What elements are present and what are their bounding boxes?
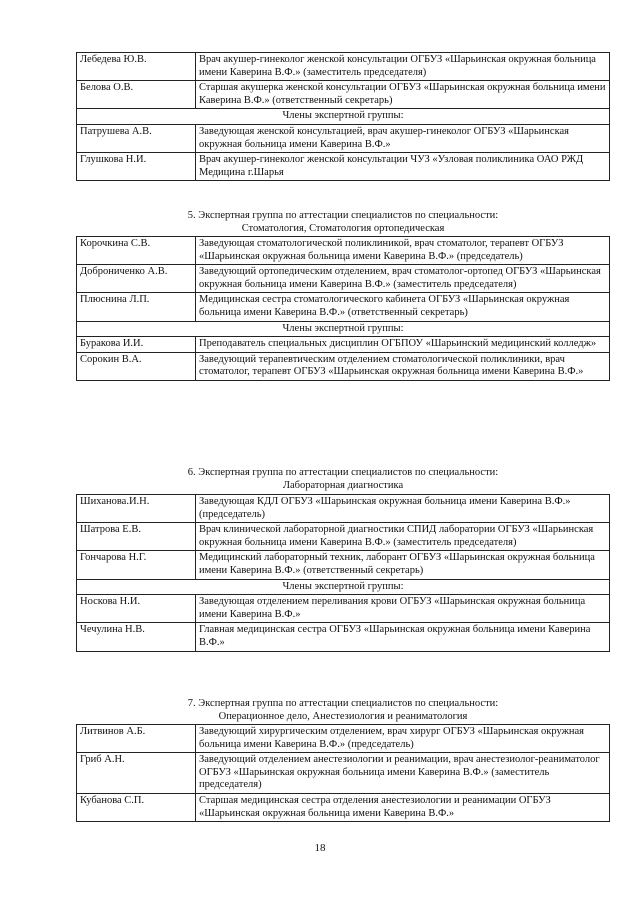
table-row <box>77 337 610 353</box>
table-row <box>77 53 610 81</box>
members-heading: Члены экспертной группы: <box>77 579 610 595</box>
members-heading: Члены экспертной группы: <box>77 321 610 337</box>
member-position: Врач клинической лабораторной диагностики СПИД лаборатории ОГБУЗ «Шарьинская окружная больница имени Каверина В.Ф.» (заместитель председателя) <box>196 523 610 551</box>
section-title-line: 6. Экспертная группа по аттестации специалистов по специальности: <box>187 467 499 478</box>
member-name: Шатрова Е.В. <box>77 523 196 551</box>
table-row <box>77 793 610 821</box>
member-position: Медицинский лабораторный техник, лаборант ОГБУЗ «Шарьинская окружная больница имени Каверина В.Ф.» (ответственный секретарь) <box>196 551 610 579</box>
member-name: Плюснина Л.П. <box>77 293 196 321</box>
member-name: Белова О.В. <box>77 81 196 109</box>
members-heading: Члены экспертной группы: <box>77 109 610 125</box>
table-row <box>77 81 610 109</box>
member-name: Шиханова.И.Н. <box>77 495 196 523</box>
section-7-title <box>76 698 610 723</box>
member-position: Медицинская сестра стоматологического кабинета ОГБУЗ «Шарьинская окружная больница имени Каверина В.Ф.» (ответственный секретарь) <box>196 293 610 321</box>
member-name: Буракова И.И. <box>77 337 196 353</box>
member-position: Главная медицинская сестра ОГБУЗ «Шарьинская окружная больница имени Каверина В.Ф.» <box>196 623 610 651</box>
section-title-specialty: Лабораторная диагностика <box>282 479 404 491</box>
table-row <box>77 753 610 794</box>
member-position: Врач акушер-гинеколог женской консультации ОГБУЗ «Шарьинская окружная больница имени Каверина В.Ф.» (заместитель председателя) <box>196 53 610 81</box>
member-name: Корочкина С.В. <box>77 237 196 265</box>
section-6-title <box>76 467 610 492</box>
member-name: Сорокин В.А. <box>77 352 196 380</box>
section-title-line: 7. Экспертная группа по аттестации специалистов по специальности: <box>187 698 499 709</box>
section-title-line: 5. Экспертная группа по аттестации специалистов по специальности: <box>187 210 499 221</box>
section-7-table <box>76 724 610 822</box>
member-name: Носкова Н.И. <box>77 595 196 623</box>
table-row <box>77 579 610 595</box>
section-6-table-block <box>76 494 610 652</box>
member-position: Врач акушер-гинеколог женской консультации ЧУЗ «Узловая поликлиника ОАО РЖД Медицина г.Шарья <box>196 153 610 181</box>
section-5-title <box>76 210 610 235</box>
table-row <box>77 237 610 265</box>
member-position: Заведующий отделением анестезиологии и реанимации, врач анестезиолог-реаниматолог ОГБУЗ «Шарьинская окружная больница имени Каверина В.Ф.» (заместитель председателя) <box>196 753 610 794</box>
section-5-table-block <box>76 236 610 381</box>
page-number: 18 <box>314 842 326 854</box>
member-name: Патрушева А.В. <box>77 124 196 152</box>
section-title-specialty: Операционное дело, Анестезиология и реаниматология <box>218 710 468 722</box>
section-4-table-block <box>76 52 610 181</box>
table-row <box>77 495 610 523</box>
member-position: Старшая акушерка женской консультации ОГБУЗ «Шарьинская окружная больница имени Каверина В.Ф.» (ответственный секретарь) <box>196 81 610 109</box>
member-name: Гриб А.Н. <box>77 753 196 794</box>
member-name: Доброниченко А.В. <box>77 265 196 293</box>
table-row <box>77 551 610 579</box>
section-4-table <box>76 52 610 181</box>
member-name: Гончарова Н.Г. <box>77 551 196 579</box>
member-name: Литвинов А.Б. <box>77 725 196 753</box>
table-row <box>77 352 610 380</box>
member-name: Лебедева Ю.В. <box>77 53 196 81</box>
member-name: Чечулина Н.В. <box>77 623 196 651</box>
member-name: Кубанова С.П. <box>77 793 196 821</box>
table-row <box>77 595 610 623</box>
table-row <box>77 109 610 125</box>
member-position: Заведующий хирургическим отделением, врач хирург ОГБУЗ «Шарьинская окружная больница имени Каверина В.Ф.» (председатель) <box>196 725 610 753</box>
member-position: Старшая медицинская сестра отделения анестезиологии и реанимации ОГБУЗ «Шарьинская окружная больница имени Каверина В.Ф.» <box>196 793 610 821</box>
table-row <box>77 293 610 321</box>
section-5-table <box>76 236 610 381</box>
member-position: Заведующий терапевтическим отделением стоматологической поликлиники, врач стоматолог, терапевт ОГБУЗ «Шарьинская окружная больница имени Каверина В.Ф.» <box>196 352 610 380</box>
member-position: Заведующая отделением переливания крови ОГБУЗ «Шарьинская окружная больница имени Каверина В.Ф.» <box>196 595 610 623</box>
section-6-table <box>76 494 610 652</box>
table-row <box>77 124 610 152</box>
member-position: Заведующая стоматологической поликлиникой, врач стоматолог, терапевт ОГБУЗ «Шарьинская окружная больница имени Каверина В.Ф.» (председатель) <box>196 237 610 265</box>
table-row <box>77 623 610 651</box>
member-position: Заведующий ортопедическим отделением, врач стоматолог-ортопед ОГБУЗ «Шарьинская окружная больница имени Каверина В.Ф.» (заместитель председателя) <box>196 265 610 293</box>
table-row <box>77 153 610 181</box>
table-row <box>77 321 610 337</box>
table-row <box>77 265 610 293</box>
member-position: Преподаватель специальных дисциплин ОГБПОУ «Шарьинский медицинский колледж» <box>196 337 610 353</box>
member-name: Глушкова Н.И. <box>77 153 196 181</box>
section-title-specialty: Стоматология, Стоматология ортопедическая <box>241 222 445 234</box>
section-7-table-block <box>76 724 610 822</box>
member-position: Заведующая КДЛ ОГБУЗ «Шарьинская окружная больница имени Каверина В.Ф.» (председатель) <box>196 495 610 523</box>
member-position: Заведующая женской консультацией, врач акушер-гинеколог ОГБУЗ «Шарьинская окружная больница имени Каверина В.Ф.» <box>196 124 610 152</box>
table-row <box>77 523 610 551</box>
table-row <box>77 725 610 753</box>
